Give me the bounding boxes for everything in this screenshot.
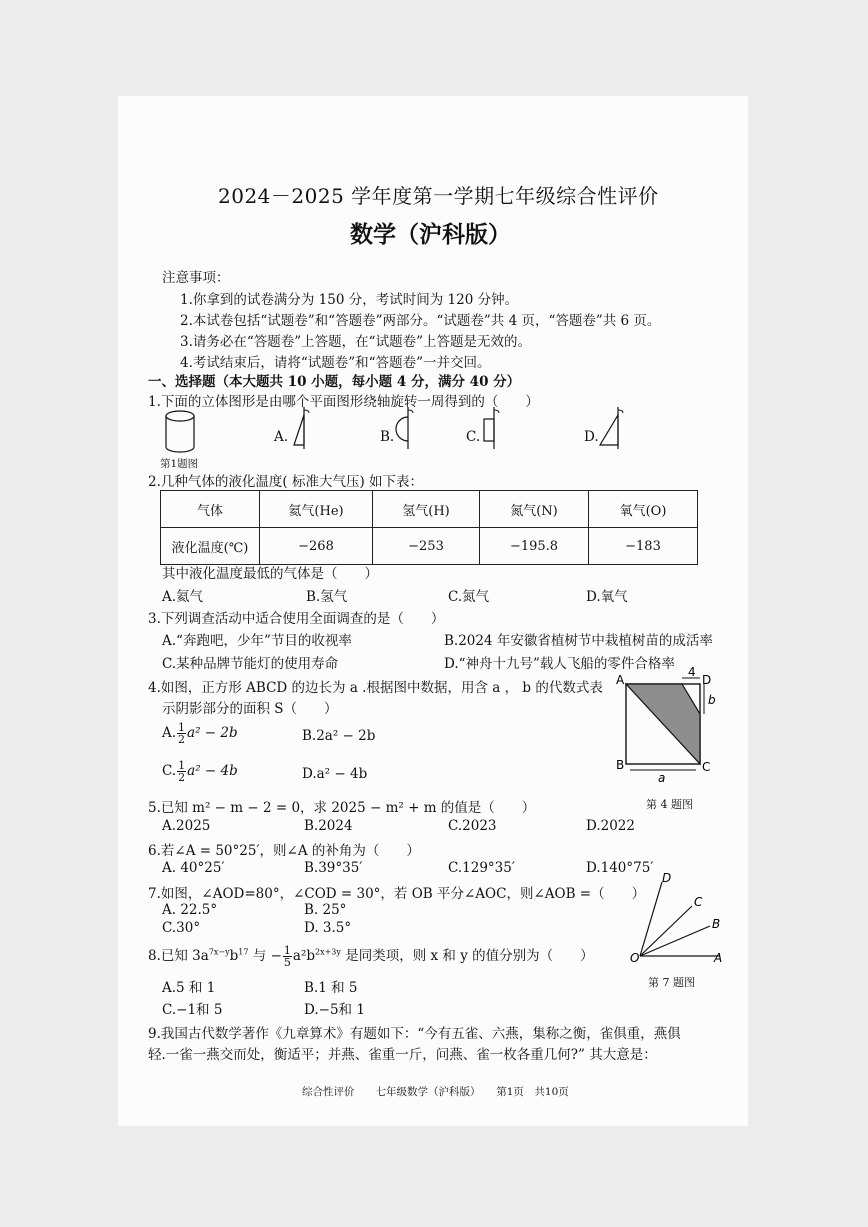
question-2-stem: 2.几种气体的液化温度( 标准大气压) 如下表： <box>148 474 423 490</box>
question-4-stem-cont: 示阴影部分的面积 S（ ） <box>162 701 338 717</box>
fraction <box>283 945 292 968</box>
q7-option-b: B. 25° <box>304 902 347 918</box>
q4-option-b: B.2a² − 2b <box>302 728 376 744</box>
gas-liquefaction-table <box>160 490 698 565</box>
question-8-stem <box>148 944 594 968</box>
question-2-question: 其中液化温度最低的气体是（ ） <box>162 566 378 582</box>
angle-figure <box>628 871 728 965</box>
q6-option-a: A. 40°25′ <box>162 860 225 876</box>
question-1-stem: 1.下面的立体图形是由哪个平面图形绕轴旋转一周得到的（ ） <box>148 394 539 410</box>
q8-option-c: C.−1和 5 <box>162 1002 223 1018</box>
exponent: 2x+3y <box>315 947 341 957</box>
option-expression: a² − 2b <box>187 725 238 741</box>
q1-option-a: A. <box>274 429 289 445</box>
q6-option-c: C.129°35′ <box>448 860 515 876</box>
cylinder-figure <box>162 409 202 455</box>
option-prefix: A. <box>162 725 177 741</box>
exam-page <box>118 96 748 1126</box>
notice-item: 2.本试卷包括“试题卷”和“答题卷”两部分。“试题卷”共 4 页，“答题卷”共 6 页。 <box>180 313 661 329</box>
q4-option-a <box>162 722 238 745</box>
figure-7-caption: 第 7 题图 <box>648 976 695 989</box>
option-expression: a² − 4b <box>187 763 238 779</box>
table-cell: −253 <box>373 528 480 565</box>
stem-text: 8.已知 3a <box>148 948 209 964</box>
exam-title: 2024－2025 学年度第一学期七年级综合性评价 <box>218 184 659 208</box>
q1-option-d: D. <box>584 429 599 445</box>
question-9-line2: 轻.一雀一燕交而处，衡适平；并燕、雀重一斤，问燕、雀一枚各重几何?” 其大意是： <box>148 1047 657 1063</box>
exponent: 17 <box>238 947 249 957</box>
question-4-stem: 4.如图，正方形 ABCD 的边长为 a .根据图中数据，用含 a ， b 的代数式表 <box>148 680 603 696</box>
table-cell: 氮气(N) <box>480 491 589 528</box>
table-row <box>161 528 698 565</box>
table-header-row <box>161 491 698 528</box>
square-abcd-figure <box>616 665 722 785</box>
fraction-denominator: 2 <box>178 733 186 746</box>
option-b-semicircle-figure <box>394 407 416 453</box>
option-prefix: C. <box>162 763 177 779</box>
table-cell: 气体 <box>161 491 260 528</box>
q8-option-d: D.−5和 1 <box>304 1002 365 1018</box>
q2-option-d: D.氧气 <box>586 589 628 605</box>
point-b-label: B <box>712 917 721 931</box>
question-3-stem: 3.下列调查活动中适合使用全面调查的是（ ） <box>148 611 445 627</box>
fraction-numerator: 1 <box>178 721 186 734</box>
notice-item: 3.请务必在“答题卷”上答题，在“试题卷”上答题是无效的。 <box>180 334 531 350</box>
fraction-numerator: 1 <box>283 944 291 957</box>
q5-option-b: B.2024 <box>304 818 353 834</box>
fraction <box>177 760 186 783</box>
question-9-line1: 9.我国古代数学著作《九章算术》有题如下：“今有五雀、六燕，集称之衡，雀俱重，燕俱 <box>148 1026 681 1042</box>
point-o-label: O <box>630 951 640 965</box>
q3-option-d: D.“神舟十九号”载人飞船的零件合格率 <box>444 656 675 672</box>
q4-option-c <box>162 760 238 783</box>
length-b-label: b <box>708 693 716 707</box>
table-cell: −195.8 <box>480 528 589 565</box>
notice-heading: 注意事项： <box>162 270 230 286</box>
option-c-rectangle-figure <box>478 407 500 453</box>
question-6-stem: 6.若∠A = 50°25′，则∠A 的补角为（ ） <box>148 843 420 859</box>
table-cell: 液化温度(℃) <box>161 528 260 565</box>
vertex-a-label: A <box>616 673 625 687</box>
stem-text: a²b <box>292 948 315 964</box>
q5-option-a: A.2025 <box>162 818 211 834</box>
exam-subtitle: 数学（沪科版） <box>350 221 511 248</box>
stem-text: b <box>229 948 239 964</box>
table-cell: −183 <box>589 528 698 565</box>
page-footer: 综合性评价 七年级数学（沪科版） 第1页 共10页 <box>302 1086 569 1098</box>
fraction <box>177 722 186 745</box>
vertex-b-label: B <box>616 758 625 772</box>
notice-item: 4.考试结束后，请将“试题卷”和“答题卷”一并交回。 <box>180 355 491 371</box>
notice-item: 1.你拿到的试卷满分为 150 分，考试时间为 120 分钟。 <box>180 292 519 308</box>
section-heading: 一、选择题（本大题共 10 小题，每小题 4 分，满分 40 分） <box>148 374 521 390</box>
table-cell: 氢气(H) <box>373 491 480 528</box>
table-cell: 氦气(He) <box>260 491 373 528</box>
figure-4-caption: 第 4 题图 <box>646 798 693 811</box>
q3-option-a: A.“奔跑吧，少年”节目的收视率 <box>162 633 352 649</box>
option-d-triangle-figure <box>598 407 622 453</box>
table-cell: 氧气(O) <box>589 491 698 528</box>
stem-text: 与 − <box>248 948 282 964</box>
q8-option-a: A.5 和 1 <box>162 980 216 996</box>
q8-option-b: B.1 和 5 <box>304 980 358 996</box>
fraction-numerator: 1 <box>178 759 186 772</box>
q5-option-d: D.2022 <box>586 818 635 834</box>
q4-option-d: D.a² − 4b <box>302 766 368 782</box>
fraction-denominator: 5 <box>283 956 291 969</box>
vertex-c-label: C <box>702 760 711 774</box>
q1-option-b: B. <box>380 429 395 445</box>
figure-1-caption: 第1题图 <box>160 458 199 470</box>
q2-option-a: A.氦气 <box>162 589 204 605</box>
fraction-denominator: 2 <box>178 771 186 784</box>
q2-option-c: C.氮气 <box>448 589 490 605</box>
length-4-label: 4 <box>688 665 696 679</box>
q2-option-b: B.氢气 <box>306 589 348 605</box>
q3-option-c: C.某种品牌节能灯的使用寿命 <box>162 656 339 672</box>
stem-text: 是同类项，则 x 和 y 的值分别为（ ） <box>340 948 594 964</box>
question-7-stem: 7.如图，∠AOD=80°，∠COD = 30°，若 OB 平分∠AOC，则∠AOB =（ ） <box>148 886 646 902</box>
q3-option-b: B.2024 年安徽省植树节中栽植树苗的成活率 <box>444 633 713 649</box>
point-d-label: D <box>662 871 672 885</box>
q1-option-c: C. <box>466 429 481 445</box>
q5-option-c: C.2023 <box>448 818 497 834</box>
option-a-triangle-figure <box>292 407 314 453</box>
q7-option-d: D. 3.5° <box>304 920 352 936</box>
q7-option-a: A. 22.5° <box>162 902 218 918</box>
point-a-label: A <box>714 951 723 965</box>
q6-option-b: B.39°35′ <box>304 860 363 876</box>
length-a-label: a <box>658 771 666 785</box>
q7-option-c: C.30° <box>162 920 201 936</box>
exponent: 7x−y <box>208 947 230 957</box>
question-5-stem: 5.已知 m² − m − 2 = 0，求 2025 − m² + m 的值是（ ） <box>148 800 536 816</box>
table-cell: −268 <box>260 528 373 565</box>
q6-option-d: D.140°75′ <box>586 860 654 876</box>
vertex-d-label: D <box>702 673 712 687</box>
point-c-label: C <box>694 895 703 909</box>
